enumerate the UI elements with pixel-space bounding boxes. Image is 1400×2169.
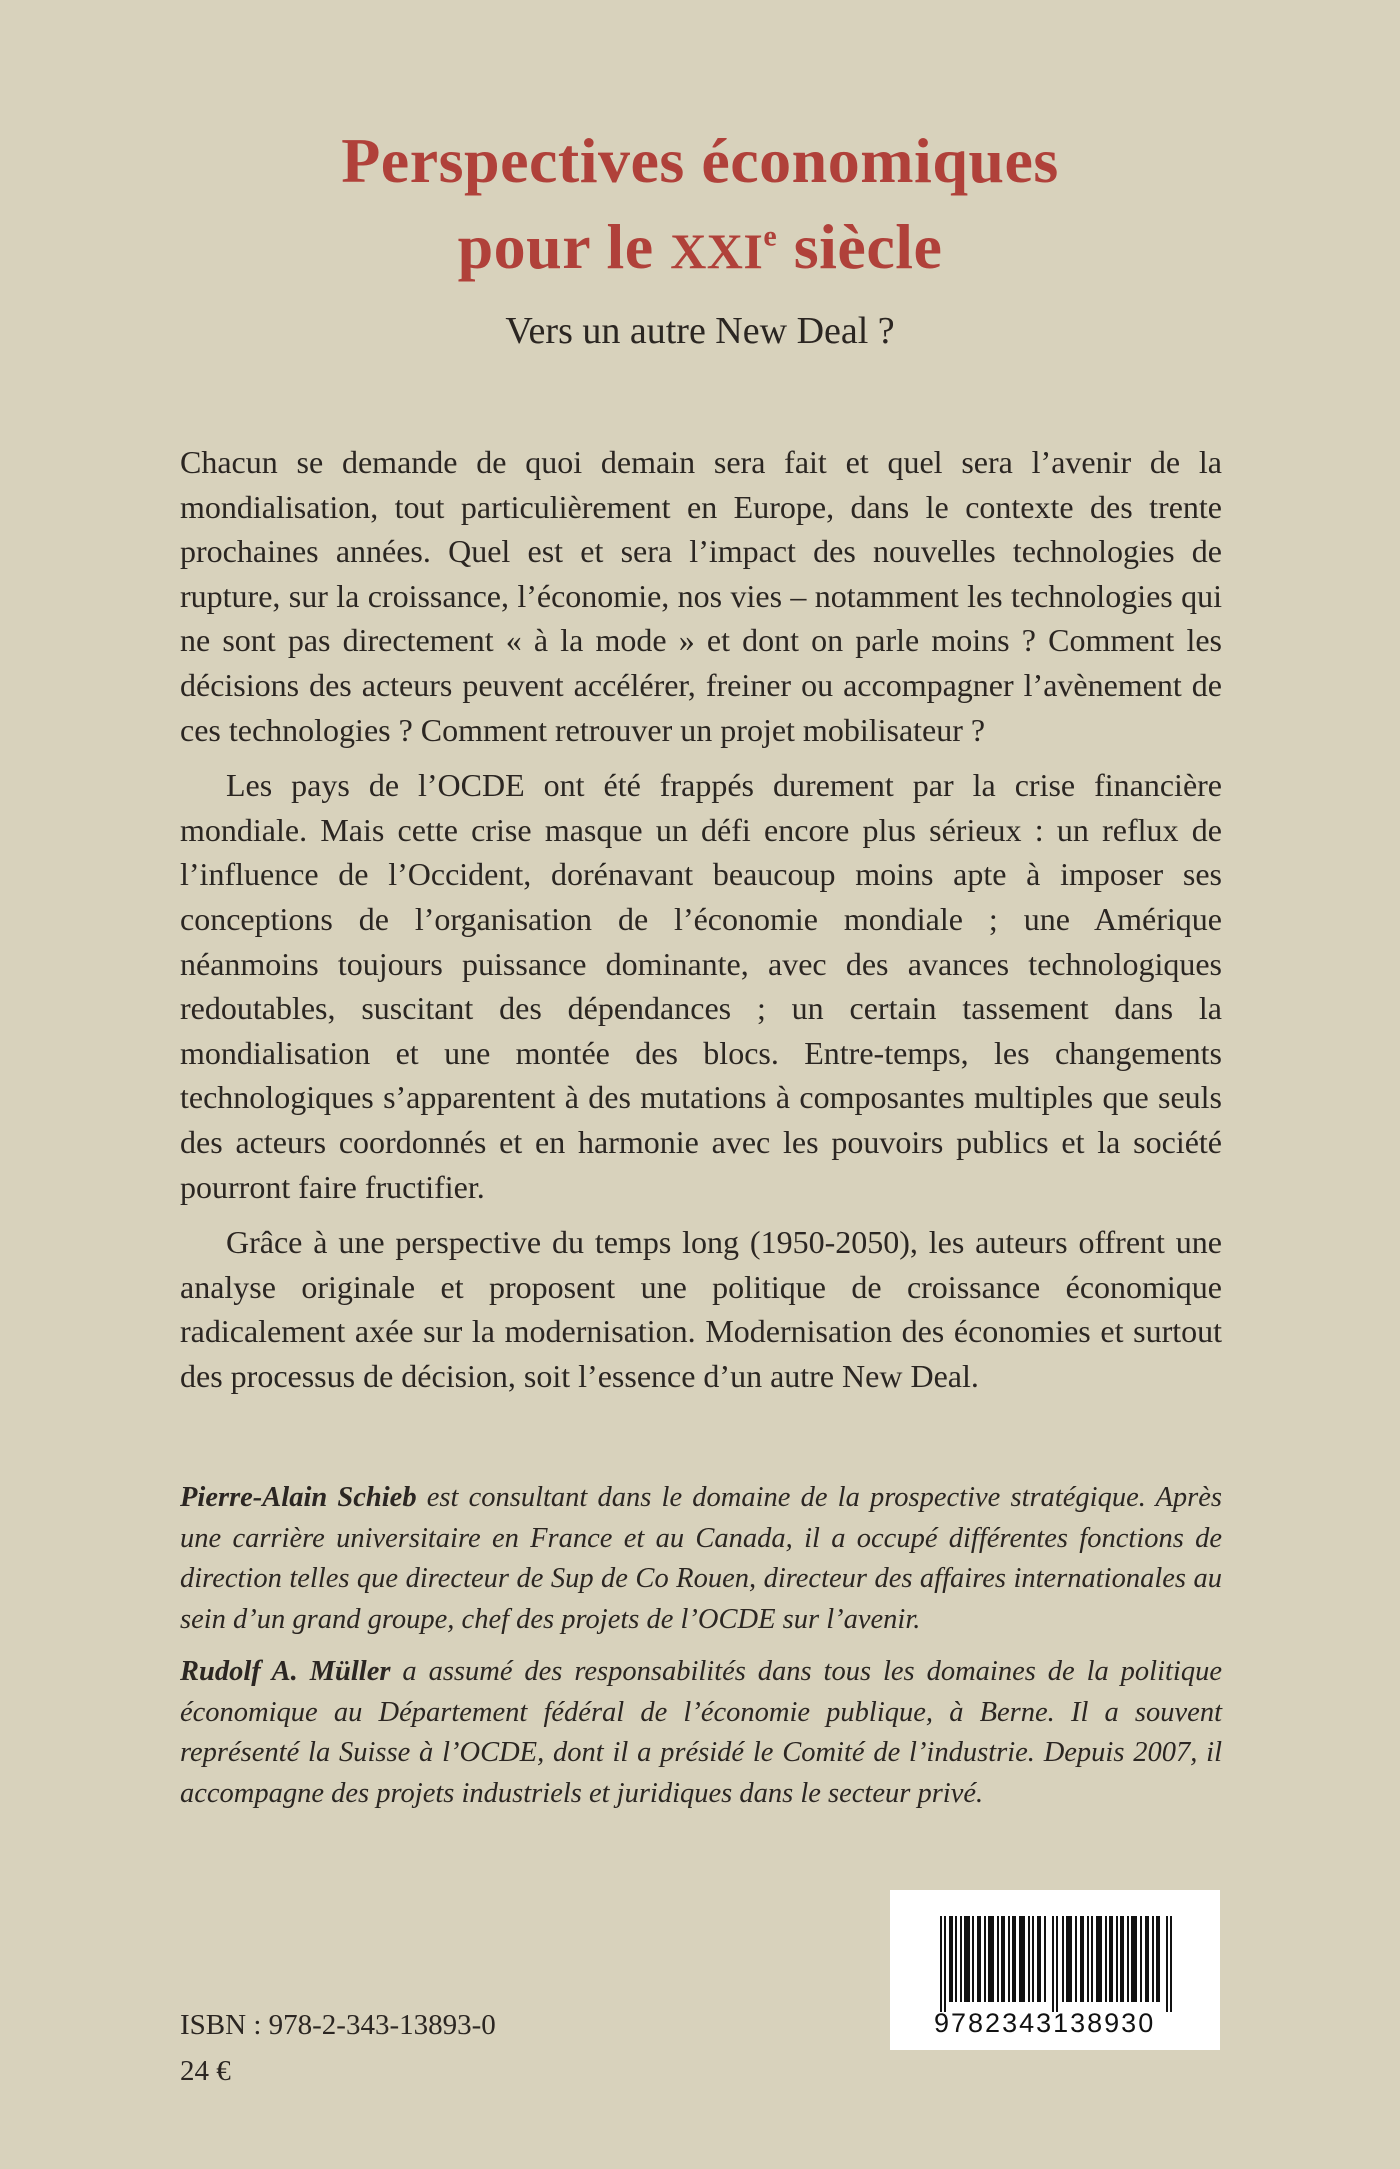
author-bio-text: est consultant dans le domaine de la prospective stratégique. Après une carrière universitaire en France et au Canada, il a occupé différentes fonctions de direction telles que directeur de Sup de Co Rouen, directeur des affaires internationales au sein d’un grand groupe, chef des projets de l’OCDE sur l’avenir. — [180, 1482, 1222, 1635]
century-numeral: XXI — [670, 223, 764, 279]
book-subtitle: Vers un autre New Deal ? — [505, 310, 895, 352]
blurb-paragraph: Grâce à une perspective du temps long (1950-2050), les auteurs offrent une analyse originale et proposent une politique de croissance économique radicalement axée sur la modernisation. Modernisation des économies et surtout des processus de décision, soit l’essence d’un autre New Deal. — [180, 1224, 1222, 1394]
price: 24 € — [180, 2055, 231, 2087]
author-bios — [180, 1478, 1222, 1826]
author-bio-text: a assumé des responsabilités dans tous les domaines de la politique économique au Département fédéral de l’économie publique, à Berne. Il a souvent représenté la Suisse à l’OCDE, dont il a présidé le Comité de l’industrie. Depuis 2007, il accompagne des projets industriels et juridiques dans le secteur privé. — [180, 1656, 1222, 1809]
author-bio — [180, 1652, 1222, 1814]
blurb-paragraph: Chacun se demande de quoi demain sera fait et quel sera l’avenir de la mondialisation, tout particulièrement en Europe, dans le contexte des trente prochaines années. Quel est et sera l’impact des nouvelles technologies de rupture, sur la croissance, l’économie, nos vies – notamment les technologies qui ne sont pas directement « à la mode » et dont on parle moins ? Comment les décisions des acteurs peuvent accélérer, freiner ou accompagner l’avènement de ces technologies ? Comment retrouver un projet mobilisateur ? — [180, 444, 1222, 748]
isbn: ISBN : 978-2-343-13893-0 — [180, 2009, 496, 2041]
author-bio — [180, 1478, 1222, 1640]
barcode-number: 9782343138930 — [934, 2008, 1156, 2038]
century-superscript: e — [763, 219, 778, 253]
barcode — [890, 1890, 1220, 2050]
barcode-bars — [940, 1916, 1172, 2012]
title-line-2-pre: pour le — [457, 211, 671, 282]
title-line-2-post: siècle — [777, 211, 943, 282]
title-line-1: Perspectives économiques — [341, 125, 1059, 196]
book-title — [0, 118, 1400, 294]
title-line-2 — [0, 204, 1400, 294]
author-name: Rudolf A. Müller — [180, 1656, 391, 1687]
blurb — [180, 440, 1222, 1409]
blurb-paragraph: Les pays de l’OCDE ont été frappés durement par la crise financière mondiale. Mais cette crise masque un défi encore plus sérieux : un reflux de l’influence de l’Occident, dorénavant beaucoup moins apte à imposer ses conceptions de l’organisation de l’économie mondiale ; une Amérique néanmoins toujours puissance dominante, avec des avances technologiques redoutables, suscitant des dépendances ; un certain tassement dans la mondialisation et une montée des blocs. Entre-temps, les changements technologiques s’apparentent à des mutations à composantes multiples que seuls des acteurs coordonnés et en harmonie avec les pouvoirs publics et la société pourront faire fructifier. — [180, 767, 1222, 1205]
author-name: Pierre-Alain Schieb — [180, 1482, 417, 1513]
